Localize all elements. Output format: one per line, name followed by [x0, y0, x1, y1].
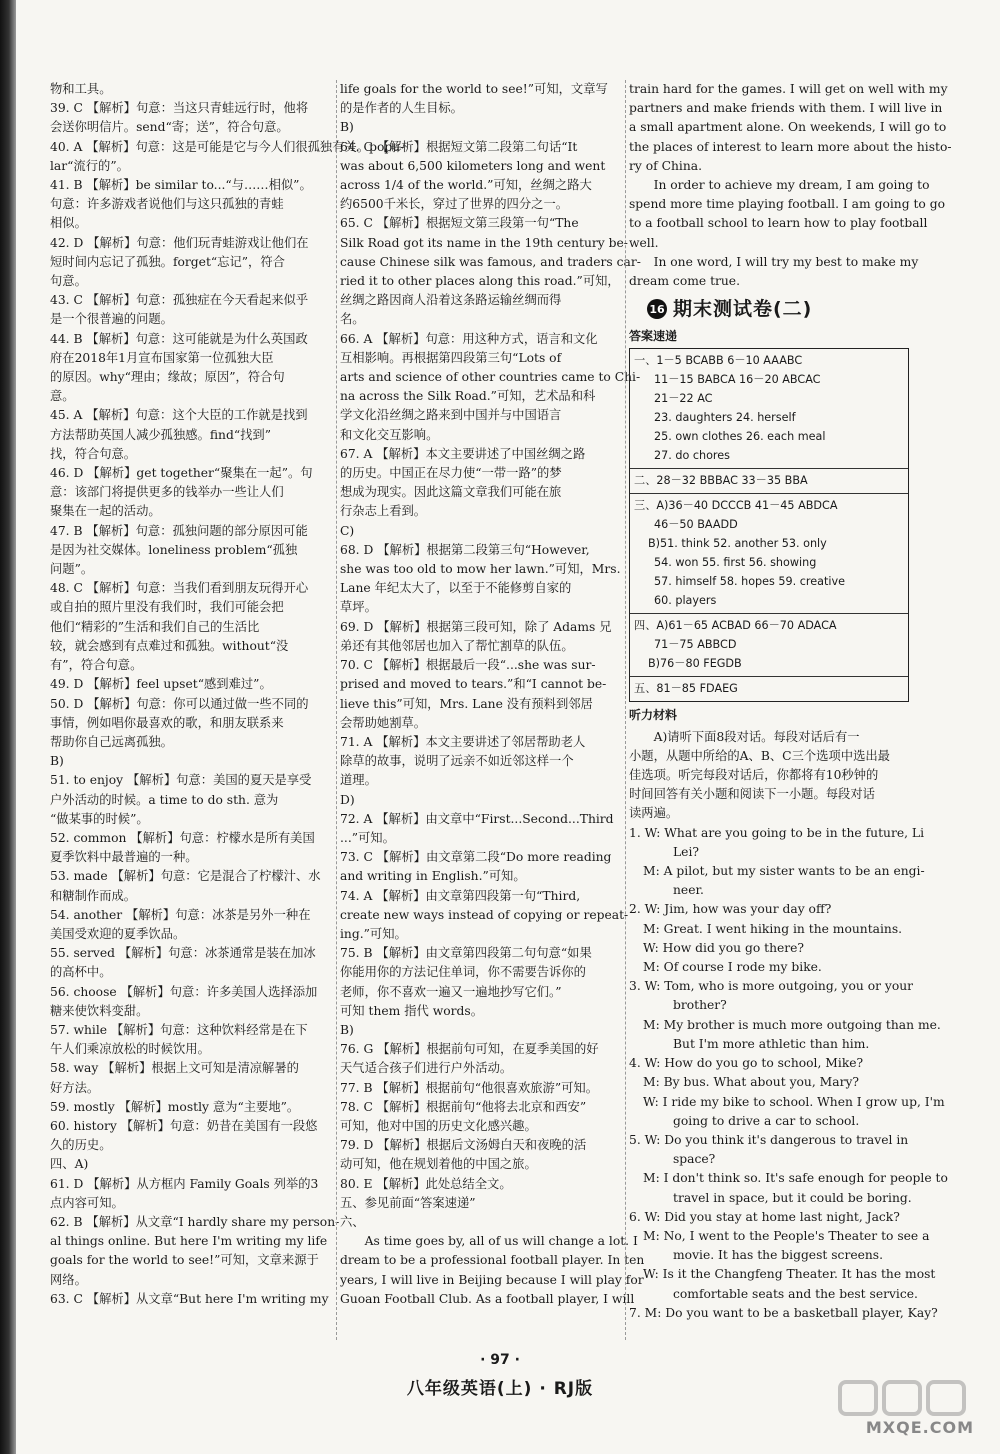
answer-key-line: 三、A)36－40 DCCCB 41－45 ABDCA: [634, 499, 838, 513]
answer-line: dream to be a professional football player. In ten: [340, 1253, 645, 1268]
answer-line: 草坪。: [340, 600, 377, 615]
answer-line: 想成为现实。因此这篇文章我们可能在旅: [340, 485, 562, 500]
answer-line: na across the Silk Road.”可知，艺术品和科: [340, 389, 596, 404]
answer-key-line: 一、1－5 BCABB 6－10 AAABC: [634, 354, 803, 368]
listening-line: 6. W: Did you stay at home last night, Jack?: [629, 1209, 900, 1224]
answer-line: 的历史。中国正在尽力使“一带一路”的梦: [340, 466, 562, 481]
essay-line: partners and make friends with them. I will live in: [629, 101, 943, 116]
answer-line: 65. C 【解析】根据短文第三段第一句“The: [340, 216, 579, 231]
page-number: · 97 ·: [480, 1352, 520, 1368]
answer-line: C): [340, 523, 355, 538]
answer-line: ...”可知。: [340, 830, 395, 845]
answer-line: 会送你明信片。send“寄；送”，符合句意。: [50, 120, 289, 135]
answer-line: across 1/4 of the world.”可知，丝绸之路大: [340, 178, 592, 193]
answer-line: 午人们乘凉放松的时候饮用。: [50, 1042, 210, 1057]
answers-heading: 答案速递: [629, 329, 678, 344]
answer-line: 夏季饮料中最普遍的一种。: [50, 850, 198, 865]
listening-line: 2. W: Jim, how was your day off?: [629, 902, 832, 917]
listening-line: M: No, I went to the People's Theater to see a: [643, 1228, 930, 1243]
answer-line: 48. C 【解析】句意：当我们看到朋友玩得开心: [50, 581, 309, 596]
answer-line: 66. A 【解析】句意：用这种方式，语言和文化: [340, 331, 598, 346]
answer-line: 56. choose 【解析】句意：许多美国人选择添加: [50, 984, 318, 999]
answer-line: 府在2018年1月宣布国家第一位孤独大臣: [50, 350, 274, 365]
listening-transcript: [629, 728, 948, 1323]
listening-line: 时间回答有关小题和阅读下一小题。每段对话: [629, 787, 875, 802]
answer-line: 40. A 【解析】句意：这是可能是它与今人们很孤独有关。popu-: [50, 139, 405, 154]
answer-line: Silk Road got its name in the 19th century be-: [340, 235, 628, 250]
answer-line: 糖来使饮料变甜。: [50, 1003, 149, 1018]
answer-line: 可知 them 指代 words。: [340, 1003, 483, 1018]
answer-line: 较，就会感到有点难过和孤独。without“没: [50, 638, 289, 653]
answer-key-line: 二、28－32 BBBAC 33－35 BBA: [634, 474, 808, 488]
answer-line: 五、参见前面“答案速递”: [340, 1195, 476, 1210]
answer-line: 的原因。why“理由；缘故；原因”，符合句: [50, 370, 285, 385]
listening-line: Lei?: [673, 844, 699, 859]
answer-key-line: 四、A)61－65 ACBAD 66－70 ADACA: [634, 619, 837, 633]
answer-line: lar“流行的”。: [50, 158, 129, 173]
answer-line: 68. D 【解析】根据第二段第三句“However,: [340, 542, 590, 557]
listening-line: brother?: [673, 998, 727, 1013]
answer-key-line: 21－22 AC: [654, 392, 713, 406]
answer-line: 63. C 【解析】从文章“But here I'm writing my: [50, 1291, 329, 1306]
answer-line: 句意：许多游戏者说他们与这只孤独的青蛙: [50, 197, 284, 212]
answer-line: 和糖制作而成。: [50, 888, 137, 903]
listening-line: comfortable seats and the best service.: [673, 1286, 918, 1301]
answer-line: 问题”。: [50, 562, 94, 577]
section-header: [647, 299, 909, 319]
answer-key-line: B)76－80 FEGDB: [648, 657, 742, 671]
answer-line: 物和工具。: [50, 82, 112, 96]
listening-line: M: I don't think so. It's safe enough for people to: [643, 1171, 948, 1186]
watermark-text: MXQE.COM: [865, 1418, 974, 1437]
listening-line: M: By bus. What about you, Mary?: [643, 1075, 860, 1090]
answer-line: 或自拍的照片里没有我们时，我们可能会把: [50, 600, 284, 615]
answer-key-line: 11－15 BABCA 16－20 ABCAC: [654, 373, 821, 387]
answer-line: 55. served 【解析】句意：冰茶通常是装在加冰: [50, 946, 316, 961]
answer-line: 名。: [340, 312, 365, 327]
listening-line: W: I ride my bike to school. When I grow up, I'm: [643, 1094, 945, 1109]
answer-line: al things online. But here I'm writing my life: [50, 1234, 328, 1249]
answer-line: 弟还有其他邻居也加入了帮忙割草的队伍。: [340, 638, 574, 653]
answer-line: B): [50, 754, 64, 769]
answer-line: 60. history 【解析】句意：奶昔在美国有一段悠: [50, 1118, 318, 1133]
section-title: 期末测试卷(二): [673, 297, 813, 320]
answer-key-line: 60. players: [654, 594, 717, 608]
answer-line: 58. way 【解析】根据上文可知是清凉解暑的: [50, 1061, 299, 1076]
listening-heading: 听力材料: [629, 708, 678, 723]
listening-line: 小题，从题中所给的A、B、C三个选项中选出最: [629, 748, 890, 763]
essay-line: to a football school to learn how to play football: [629, 216, 928, 231]
answer-line: 动可知，他在规划着他的中国之旅。: [340, 1157, 537, 1172]
answer-key-section: [630, 494, 908, 614]
answer-line: 找，符合句意。: [50, 446, 137, 461]
listening-line: A)请听下面8段对话。每段对话后有一: [653, 729, 860, 744]
answer-line: 老师，你不喜欢一遍又一遍地抄写它们。”: [340, 984, 562, 999]
book-spine-shadow: [0, 0, 16, 1454]
answer-line: 道理。: [340, 773, 377, 788]
answer-line: 短时间内忘记了孤独。forget“忘记”，符合: [50, 254, 285, 269]
listening-line: M: A pilot, but my sister wants to be an engi-: [643, 864, 925, 879]
answer-line: was about 6,500 kilometers long and went: [340, 158, 606, 173]
answer-line: 天气适合孩子们进行户外活动。: [340, 1061, 513, 1076]
column-divider: [625, 80, 626, 1340]
answer-line: 41. B 【解析】be similar to...“与……相似”。: [50, 178, 312, 193]
answer-line: 和文化交互影响。: [340, 427, 439, 442]
footer-title: 八年级英语(上) · RJ版: [406, 1379, 594, 1399]
essay-line: In order to achieve my dream, I am going to: [653, 178, 930, 193]
listening-line: movie. It has the biggest screens.: [673, 1248, 884, 1263]
answer-line: 会帮助她割草。: [340, 715, 427, 730]
composition-continued: [629, 80, 952, 291]
essay-line: In one word, I will try my best to make my: [653, 254, 919, 269]
answer-line: 78. C 【解析】根据前句“他将去北京和西安”: [340, 1099, 587, 1114]
essay-line: a small apartment alone. On weekends, I will go to: [629, 120, 947, 135]
listening-line: 1. W: What are you going to be in the future, Li: [629, 825, 925, 840]
answer-line: 59. mostly 【解析】mostly 意为“主要地”。: [50, 1099, 300, 1114]
answer-key-box: [629, 348, 909, 702]
answer-line: 可知，他对中国的历史文化感兴趣。: [340, 1118, 537, 1133]
answer-line: Guoan Football Club. As a football player, I will: [340, 1291, 635, 1306]
answer-line: 47. B 【解析】句意：孤独问题的部分原因可能: [50, 523, 308, 538]
listening-line: 3. W: Tom, who is more outgoing, you or your: [629, 979, 914, 994]
answer-line: she was too old to mow her lawn.”可知，Mrs.: [340, 562, 621, 577]
column-right: [629, 80, 952, 1323]
answer-key-line: 27. do chores: [654, 449, 731, 463]
answer-line: D): [340, 792, 355, 807]
answer-line: 73. C 【解析】由文章第二段“Do more reading: [340, 850, 612, 865]
answer-key-line: 23. daughters 24. herself: [654, 411, 796, 425]
answer-line: 61. D 【解析】从方框内 Family Goals 列举的3: [50, 1176, 319, 1191]
answer-line: years, I will live in Beijing because I will play for: [340, 1272, 644, 1287]
answer-line: 的是作者的人生目标。: [340, 101, 463, 116]
listening-line: But I'm more athletic than him.: [673, 1036, 870, 1051]
answer-line: 75. B 【解析】由文章第四段第二句句意“如果: [340, 946, 592, 961]
answer-line: 52. common 【解析】句意：柠檬水是所有美国: [50, 830, 315, 845]
essay-line: spend more time playing football. I am going to go: [629, 197, 946, 212]
answer-line: ing.”可知。: [340, 926, 407, 941]
answer-line: 76. G 【解析】根据前句可知，在夏季美国的好: [340, 1042, 599, 1057]
listening-line: neer.: [673, 883, 704, 898]
answer-line: ried it to other places along this road.”可知，: [340, 274, 620, 289]
listening-line: 读两遍。: [629, 806, 679, 821]
answer-key-section: [630, 614, 908, 677]
answer-line: 44. B 【解析】句意：这可能就是为什么英国政: [50, 331, 308, 346]
answer-line: 69. D 【解析】根据第三段可知，除了 Adams 兄: [340, 619, 612, 634]
answer-line: 事情，例如唱你最喜欢的歌，和朋友联系来: [50, 715, 284, 730]
answer-line: Lane 年纪太大了，以至于不能修剪自家的: [340, 581, 572, 596]
answer-line: 74. A 【解析】由文章第四段第一句“Third,: [340, 888, 581, 903]
answer-line: cause Chinese silk was famous, and traders car-: [340, 254, 641, 269]
answer-line: 美国受欢迎的夏季饮品。: [50, 926, 186, 941]
answer-line: 相似。: [50, 216, 87, 231]
answer-line: 意：该部门将提供更多的钱举办一些让人们: [50, 485, 284, 500]
answer-line: 你能用你的方法记住单词，你不需要告诉你的: [340, 965, 586, 980]
answer-line: 户外活动的时候。a time to do sth. 意为: [50, 792, 279, 807]
answer-key-line: B)51. think 52. another 53. only: [648, 537, 827, 551]
answer-line: 64. C 【解析】根据短文第二段第二句话“It: [340, 139, 578, 154]
answer-line: 六、: [340, 1214, 365, 1229]
answer-key-section: [630, 349, 908, 469]
answer-line: 句意。: [50, 274, 87, 289]
answer-line: 聚集在一起的活动。: [50, 504, 161, 519]
answer-line: 49. D 【解析】feel upset“感到难过”。: [50, 677, 272, 692]
answer-line: 51. to enjoy 【解析】句意：美国的夏天是享受: [50, 773, 312, 788]
listening-line: M: My brother is much more outgoing than me.: [643, 1017, 941, 1032]
answer-line: 71. A 【解析】本文主要讲述了邻居帮助老人: [340, 734, 586, 749]
answer-line: 他们“精彩的”生活和我们自己的生活比: [50, 619, 260, 634]
essay-line: ry of China.: [629, 158, 703, 173]
section-number-badge: 16: [647, 299, 667, 319]
answer-line: goals for the world to see!”可知，文章来源于: [50, 1253, 319, 1268]
answer-line: 43. C 【解析】句意：孤独症在今天看起来似乎: [50, 293, 309, 308]
answer-line: 行杂志上看到。: [340, 504, 427, 519]
answer-line: 点内容可知。: [50, 1195, 124, 1210]
answer-line: “做某事的时候”。: [50, 811, 149, 826]
listening-line: travel in space, but it could be boring.: [673, 1190, 912, 1205]
listening-line: 5. W: Do you think it's dangerous to travel in: [629, 1132, 909, 1147]
answer-key-line: 五、81－85 FDAEG: [634, 682, 738, 696]
answer-line: 久的历史。: [50, 1138, 112, 1153]
answer-key-line: 46－50 BAADD: [654, 518, 738, 532]
listening-line: 7. M: Do you want to be a basketball player, Kay?: [629, 1305, 938, 1320]
answer-line: 好方法。: [50, 1080, 100, 1095]
answer-line: 网络。: [50, 1272, 87, 1287]
answer-line: arts and science of other countries came to Chi-: [340, 370, 641, 385]
answer-line: 互相影响。再根据第四段第三句“Lots of: [340, 350, 562, 365]
answer-line: 方法帮助英国人减少孤独感。find“找到”: [50, 427, 272, 442]
answer-line: 丝绸之路因商人沿着这条路运输丝绸而得: [340, 293, 562, 308]
answer-line: 的高杯中。: [50, 965, 112, 980]
answer-key-line: 71－75 ABBCD: [654, 638, 737, 652]
answer-line: 是因为社交媒体。loneliness problem“孤独: [50, 542, 298, 557]
answer-line: 72. A 【解析】由文章中“First...Second...Third: [340, 811, 614, 826]
column-divider: [336, 80, 337, 1340]
answer-line: 54. another 【解析】句意：冰茶是另外一种在: [50, 907, 311, 922]
answer-line: 帮助你自己远离孤独。: [50, 734, 173, 749]
essay-line: dream come true.: [629, 274, 740, 289]
answer-line: 57. while 【解析】句意：这种饮料经常是在下: [50, 1022, 308, 1037]
answer-line: 77. B 【解析】根据前句“他很喜欢旅游”可知。: [340, 1080, 599, 1095]
answer-line: lieve this”可知，Mrs. Lane 没有预料到邻居: [340, 696, 593, 711]
answer-line: prised and moved to tears.”和“I cannot be-: [340, 677, 607, 692]
listening-line: going to drive a car to school.: [673, 1113, 860, 1128]
answer-key-line: 57. himself 58. hopes 59. creative: [654, 575, 846, 589]
answer-line: 是一个很普遍的问题。: [50, 312, 173, 327]
answer-line: 46. D 【解析】get together“聚集在一起”。句: [50, 466, 313, 481]
answer-line: 42. D 【解析】句意：他们玩青蛙游戏让他们在: [50, 235, 309, 250]
essay-line: well.: [629, 235, 659, 250]
answer-key-line: 54. won 55. first 56. showing: [654, 556, 817, 570]
answer-line: B): [340, 1022, 354, 1037]
answer-line: 70. C 【解析】根据最后一段“...she was sur-: [340, 658, 596, 673]
answer-line: and writing in English.”可知。: [340, 869, 526, 884]
answer-line: 39. C 【解析】句意：当这只青蛙远行时，他将: [50, 101, 309, 116]
answer-line: 有”，符合句意。: [50, 658, 143, 673]
listening-line: 4. W: How do you go to school, Mike?: [629, 1056, 864, 1071]
listening-line: W: How did you go there?: [643, 940, 805, 955]
answer-line: 79. D 【解析】根据后文汤姆白天和夜晚的活: [340, 1138, 587, 1153]
answer-line: 80. E 【解析】此处总结全文。: [340, 1176, 512, 1191]
answer-line: 67. A 【解析】本文主要讲述了中国丝绸之路: [340, 446, 586, 461]
answer-line: create new ways instead of copying or repeat-: [340, 907, 629, 922]
listening-line: M: Great. I went hiking in the mountains.: [643, 921, 903, 936]
listening-line: space?: [673, 1152, 716, 1167]
listening-line: M: Of course I rode my bike.: [643, 960, 822, 975]
listening-line: W: Is it the Changfeng Theater. It has the most: [643, 1267, 936, 1282]
answer-line: life goals for the world to see!”可知，文章写: [340, 82, 608, 96]
listening-line: 佳选项。听完每段对话后，你都将有10秒钟的: [629, 768, 879, 783]
answer-line: 意。: [50, 389, 75, 404]
answer-line: 53. made 【解析】句意：它是混合了柠檬汁、水: [50, 869, 321, 884]
answer-line: 50. D 【解析】句意：你可以通过做一些不同的: [50, 696, 309, 711]
answer-line: 约6500千米长，穿过了世界的四分之一。: [340, 197, 569, 212]
answer-line: 45. A 【解析】句意：这个大臣的工作就是找到: [50, 408, 308, 423]
answer-line: As time goes by, all of us will change a lot. I: [364, 1234, 638, 1249]
answer-line: 四、A): [50, 1157, 89, 1172]
answer-key-line: 25. own clothes 26. each meal: [654, 430, 826, 444]
answer-key-section: [630, 469, 908, 494]
answer-key-section: [630, 677, 908, 701]
answer-line: B): [340, 120, 354, 135]
essay-line: the places of interest to learn more about the histo-: [629, 139, 952, 154]
answer-line: 62. B 【解析】从文章“I hardly share my person-: [50, 1214, 340, 1229]
essay-line: train hard for the games. I will get on well with my: [629, 82, 948, 96]
answer-line: 学文化沿丝绸之路来到中国并与中国语言: [340, 408, 562, 423]
answer-line: 除草的故事，说明了远亲不如近邻这样一个: [340, 754, 574, 769]
